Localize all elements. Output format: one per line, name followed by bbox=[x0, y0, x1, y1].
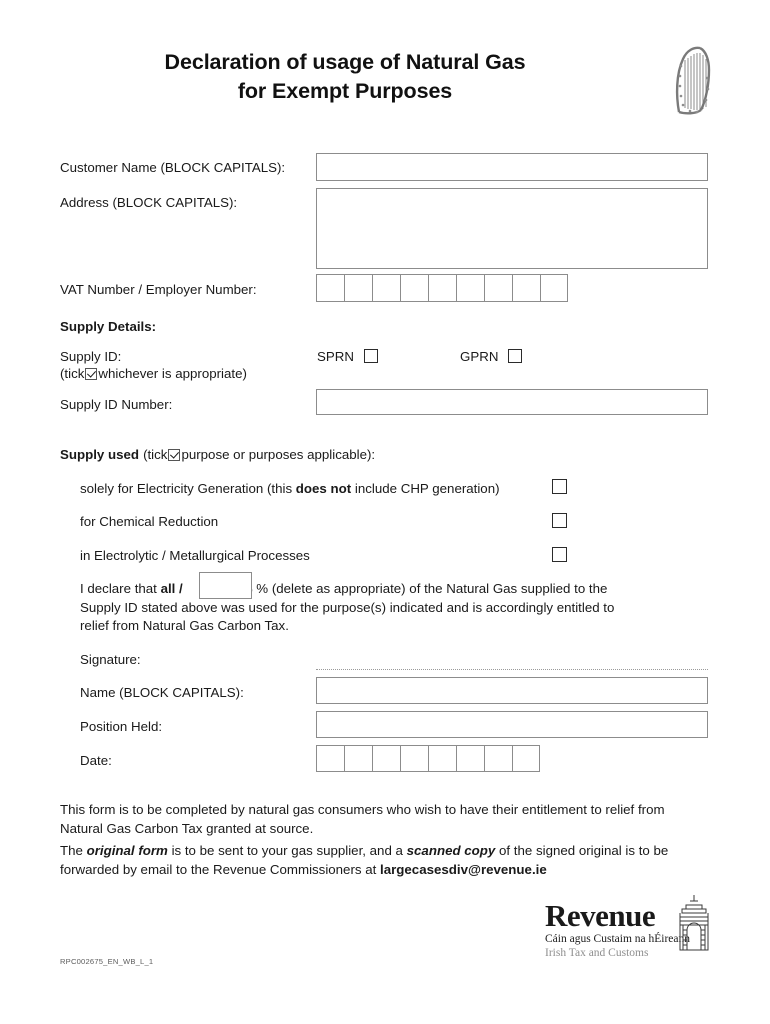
customer-name-label: Customer Name (BLOCK CAPITALS): bbox=[60, 160, 286, 175]
sprn-label: SPRN bbox=[317, 349, 354, 364]
footer-scanned-copy: scanned copy bbox=[406, 843, 496, 858]
purpose-option-electricity-generation[interactable] bbox=[80, 480, 500, 497]
supply-used-heading-bold: Supply used bbox=[60, 447, 140, 462]
date-label: Date: bbox=[80, 753, 112, 768]
supply-used-heading-post: purpose or purposes applicable): bbox=[181, 447, 376, 462]
purpose-1-bold: does not bbox=[295, 481, 352, 496]
address-input[interactable] bbox=[316, 188, 708, 269]
customer-name-input[interactable] bbox=[316, 153, 708, 181]
footer-p2-a: The bbox=[60, 843, 87, 858]
supply-id-number-label: Supply ID Number: bbox=[60, 397, 173, 412]
revenue-english-tagline: Irish Tax and Customs bbox=[545, 947, 649, 959]
page-title-line-2: for Exempt Purposes bbox=[237, 79, 453, 103]
supply-id-number-input[interactable] bbox=[316, 389, 708, 415]
sprn-option[interactable] bbox=[317, 348, 378, 365]
page-title-line-1: Declaration of usage of Natural Gas bbox=[164, 50, 526, 74]
supply-id-hint bbox=[60, 365, 247, 382]
sprn-checkbox[interactable] bbox=[364, 349, 378, 363]
purpose-1-checkbox[interactable] bbox=[552, 479, 567, 494]
signer-name-input[interactable] bbox=[316, 677, 708, 704]
supply-details-heading: Supply Details: bbox=[60, 319, 157, 334]
supply-used-heading bbox=[60, 446, 375, 463]
purpose-1-text-before: solely for Electricity Generation (this bbox=[80, 481, 296, 496]
tick-example-icon bbox=[85, 368, 97, 380]
date-input[interactable] bbox=[316, 745, 540, 772]
form-reference-code: RPC002675_EN_WB_L_1 bbox=[60, 957, 154, 966]
footer-email-address[interactable]: largecasesdiv@revenue.ie bbox=[380, 861, 547, 877]
footer-original-form: original form bbox=[86, 843, 168, 858]
gprn-option[interactable] bbox=[460, 348, 522, 365]
revenue-irish-tagline: Cáin agus Custaim na hÉireann bbox=[545, 933, 690, 945]
page-title bbox=[60, 48, 630, 106]
supply-used-heading-pre: (tick bbox=[143, 447, 168, 462]
form-header bbox=[60, 48, 710, 128]
declaration-all-bold: all / bbox=[160, 581, 183, 596]
purpose-3-text: in Electrolytic / Metallurgical Processes bbox=[80, 548, 310, 563]
purpose-option-electrolytic-metallurgical[interactable] bbox=[80, 547, 310, 564]
irish-harp-emblem bbox=[670, 44, 716, 118]
revenue-gate-icon bbox=[673, 894, 715, 954]
declaration-percentage-input[interactable] bbox=[199, 572, 252, 599]
purpose-3-checkbox[interactable] bbox=[552, 547, 567, 562]
declaration-line-3: relief from Natural Gas Carbon Tax. bbox=[80, 618, 289, 633]
gprn-checkbox[interactable] bbox=[508, 349, 522, 363]
vat-number-input[interactable] bbox=[316, 274, 568, 302]
signer-name-label: Name (BLOCK CAPITALS): bbox=[80, 685, 244, 700]
supply-id-hint-post: whichever is appropriate) bbox=[98, 366, 247, 381]
purpose-option-chemical-reduction[interactable] bbox=[80, 513, 218, 530]
footer-paragraph-1: This form is to be completed by natural gas consumers who wish to have their entitlement to relief from Natural Gas Carbon Tax granted at source. bbox=[60, 802, 665, 836]
purpose-2-checkbox[interactable] bbox=[552, 513, 567, 528]
declaration-line-2: Supply ID stated above was used for the purpose(s) indicated and is accordingly entitled to bbox=[80, 599, 615, 615]
declaration-part-2: % (delete as appropriate) of the Natural Gas supplied to the bbox=[256, 581, 608, 596]
footer-paragraph-2 bbox=[60, 842, 708, 879]
gprn-label: GPRN bbox=[460, 349, 499, 364]
position-held-label: Position Held: bbox=[80, 719, 163, 734]
supply-id-hint-pre: (tick bbox=[60, 366, 85, 381]
signature-line[interactable] bbox=[316, 669, 708, 670]
purpose-2-text: for Chemical Reduction bbox=[80, 514, 219, 529]
declaration-text bbox=[80, 580, 690, 636]
revenue-wordmark: Revenue bbox=[545, 898, 656, 933]
footer-p2-e: of the signed original is to be forwarded by email to the Revenue Commissioners at bbox=[60, 843, 669, 877]
revenue-logo bbox=[545, 900, 715, 970]
vat-number-label: VAT Number / Employer Number: bbox=[60, 282, 257, 297]
position-held-input[interactable] bbox=[316, 711, 708, 738]
supply-id-label: Supply ID: bbox=[60, 349, 122, 364]
declaration-part-1: I declare that bbox=[80, 581, 161, 596]
signature-label: Signature: bbox=[80, 652, 141, 667]
purpose-1-text-after: include CHP generation) bbox=[351, 481, 500, 496]
tick-example-icon-2 bbox=[168, 449, 180, 461]
footer-p2-c: is to be sent to your gas supplier, and a bbox=[167, 843, 407, 858]
address-label: Address (BLOCK CAPITALS): bbox=[60, 195, 238, 210]
